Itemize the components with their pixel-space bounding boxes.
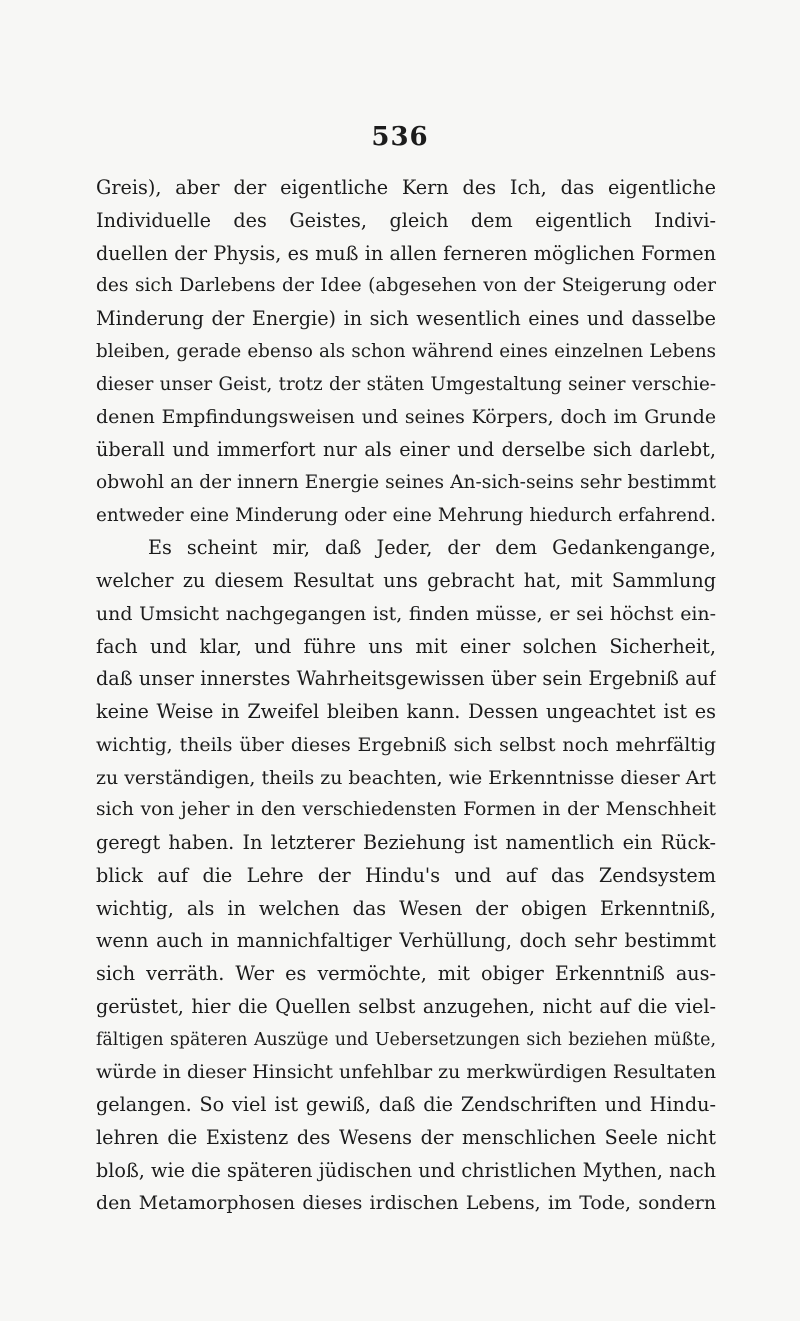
text-line: blick auf die Lehre der Hindu's und auf das Zendsystem — [96, 863, 716, 887]
page-number: 536 — [371, 122, 429, 152]
text-line: denen Empfindungsweisen und seines Körpers, doch im Grunde — [96, 406, 716, 429]
text-line: duellen der Physis, es muß in allen ferneren möglichen Formen — [96, 241, 716, 265]
text-line: zu verständigen, theils zu beachten, wie Erkenntnisse dieser Art — [96, 766, 716, 789]
text-line: fach und klar, und führe uns mit einer solchen Sicherheit, — [96, 634, 716, 658]
text-line: bleiben, gerade ebenso als schon während eines einzelnen Lebens — [96, 340, 716, 362]
body-text — [96, 172, 716, 1220]
text-line: und Umsicht nachgegangen ist, finden müsse, er sei höchst ein- — [96, 602, 716, 625]
text-line: fältigen späteren Auszüge und Uebersetzungen sich beziehen müßte, — [96, 1029, 716, 1050]
text-line: Greis), aber der eigentliche Kern des Ich, das eigentliche — [96, 176, 716, 199]
text-line: Individuelle des Geistes, gleich dem eigentlich Indivi- — [96, 208, 716, 232]
text-line: würde in dieser Hinsicht unfehlbar zu merkwürdigen Resultaten — [96, 1061, 716, 1084]
text-line: sich von jeher in den verschiedensten Formen in der Menschheit — [96, 799, 716, 821]
text-line: wenn auch in mannichfaltiger Verhüllung, doch sehr bestimmt — [96, 929, 716, 953]
text-line: Minderung der Energie) in sich wesentlich eines und dasselbe — [96, 307, 716, 330]
text-line: gerüstet, hier die Quellen selbst anzugehen, nicht auf die viel- — [96, 994, 716, 1018]
text-line: daß unser innerstes Wahrheitsgewissen über sein Ergebniß auf — [96, 667, 716, 691]
text-line: überall und immerfort nur als einer und derselbe sich darlebt, — [96, 438, 716, 461]
text-line: lehren die Existenz des Wesens der menschlichen Seele nicht — [96, 1125, 716, 1149]
text-line: welcher zu diesem Resultat uns gebracht hat, mit Sammlung — [96, 569, 716, 592]
text-line: geregt haben. In letzterer Beziehung ist namentlich ein Rück- — [96, 831, 716, 854]
text-line: obwohl an der innern Energie seines An-sich-seins sehr bestimmt — [96, 471, 716, 493]
text-line: dieser unser Geist, trotz der stäten Umgestaltung seiner verschie- — [96, 373, 716, 395]
text-line: wichtig, als in welchen das Wesen der obigen Erkenntniß, — [96, 896, 716, 920]
text-line: keine Weise in Zweifel bleiben kann. Dessen ungeachtet ist es — [96, 700, 716, 723]
text-line: Es scheint mir, daß Jeder, der dem Gedankengange, — [148, 536, 716, 560]
text-line: des sich Darlebens der Idee (abgesehen von der Steigerung oder — [96, 275, 716, 297]
text-line: wichtig, theils über dieses Ergebniß sich selbst noch mehrfältig — [96, 733, 716, 756]
text-line: sich verräth. Wer es vermöchte, mit obiger Erkenntniß aus- — [96, 962, 716, 985]
text-line: gelangen. So viel ist gewiß, daß die Zendschriften und Hindu- — [96, 1093, 716, 1116]
text-line: bloß, wie die späteren jüdischen und christlichen Mythen, nach — [96, 1158, 716, 1182]
text-line: entweder eine Minderung oder eine Mehrung hiedurch erfahrend. — [96, 504, 716, 526]
text-line: den Metamorphosen dieses irdischen Lebens, im Tode, sondern — [96, 1192, 716, 1215]
